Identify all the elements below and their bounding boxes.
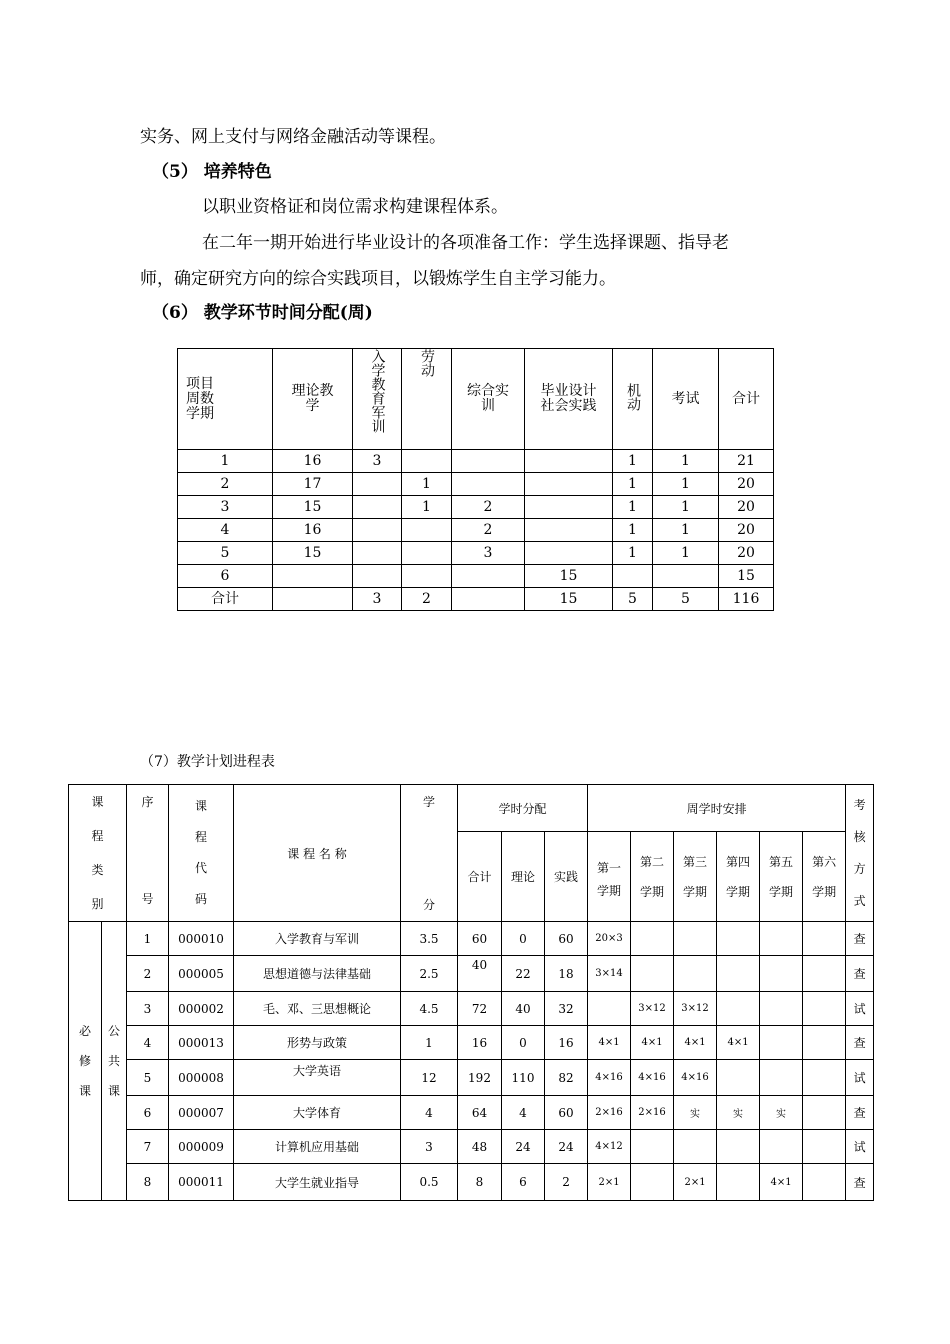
- cell-name: 思想道德与法律基础: [234, 956, 401, 992]
- cell: 3: [353, 450, 402, 473]
- table-row: [69, 1096, 874, 1130]
- cell-credit: 3.5: [401, 922, 458, 956]
- cell-assess: 查: [846, 1026, 874, 1060]
- cell-s6: [803, 992, 846, 1026]
- cell-practice: 32: [545, 992, 588, 1026]
- cell-seq: 4: [127, 1026, 169, 1060]
- cell-credit: 12: [401, 1060, 458, 1096]
- paragraph-graduation-prep-2: 师，确定研究方向的综合实践项目，以锻炼学生自主学习能力。: [140, 269, 616, 289]
- cell-s6: [803, 1130, 846, 1164]
- corner-header: [178, 349, 273, 450]
- table-row: [178, 519, 774, 542]
- teaching-plan-table: [68, 784, 874, 1201]
- group-public: 公共课: [102, 922, 127, 1201]
- cell-practice: 60: [545, 1096, 588, 1130]
- cell-total: 60: [458, 922, 502, 956]
- cell-s1: 20×3: [588, 922, 631, 956]
- cell-credit: 2.5: [401, 956, 458, 992]
- cell-s2: [631, 1130, 674, 1164]
- cell-s2: [631, 922, 674, 956]
- cell-s3: 4×16: [674, 1060, 717, 1096]
- cell-credit: 1: [401, 1026, 458, 1060]
- cell-assess: 试: [846, 1130, 874, 1164]
- cell-code: 000007: [169, 1096, 234, 1130]
- cell: [402, 542, 452, 565]
- cell-s6: [803, 1164, 846, 1201]
- header-hours: 学时分配: [458, 785, 588, 832]
- table-total-row: [178, 588, 774, 611]
- cell-s5: [760, 1130, 803, 1164]
- cell-s1: 2×1: [588, 1164, 631, 1201]
- cell-theory: 40: [502, 992, 545, 1026]
- header-total: 合计: [719, 349, 774, 450]
- cell-theory: 110: [502, 1060, 545, 1096]
- cell-assess: 试: [846, 992, 874, 1026]
- cell: [653, 565, 719, 588]
- cell-credit: 4.5: [401, 992, 458, 1026]
- cell-s4: [717, 1164, 760, 1201]
- table-row: [69, 1164, 874, 1201]
- header-assessment: 考核方式: [846, 785, 874, 922]
- cell-assess: 查: [846, 1164, 874, 1201]
- cell-code: 000005: [169, 956, 234, 992]
- cell-practice: 24: [545, 1130, 588, 1164]
- cell: 15: [719, 565, 774, 588]
- cell-code: 000010: [169, 922, 234, 956]
- cell: 21: [719, 450, 774, 473]
- cell: 3: [353, 588, 402, 611]
- cell-s3: 2×1: [674, 1164, 717, 1201]
- cell-s4: [717, 1060, 760, 1096]
- cell: 1: [613, 496, 653, 519]
- cell: [452, 565, 525, 588]
- paragraph-course-list: 实务、网上支付与网络金融活动等课程。: [140, 127, 446, 147]
- cell-s2: 3×12: [631, 992, 674, 1026]
- cell-assess: 查: [846, 956, 874, 992]
- cell: [525, 450, 613, 473]
- header-hours-theory: 理论: [502, 832, 545, 922]
- cell: 2: [178, 473, 273, 496]
- cell: 17: [273, 473, 353, 496]
- cell-name: 大学生就业指导: [234, 1164, 401, 1201]
- cell: 5: [613, 588, 653, 611]
- cell: [353, 565, 402, 588]
- table-row: [178, 450, 774, 473]
- table-row: [178, 565, 774, 588]
- table-header-row: [178, 349, 774, 450]
- header-entrance: 入学教育军训: [353, 349, 402, 450]
- cell: 15: [273, 542, 353, 565]
- cell-s1: 3×14: [588, 956, 631, 992]
- cell: [353, 519, 402, 542]
- cell-seq: 6: [127, 1096, 169, 1130]
- cell-assess: 查: [846, 1096, 874, 1130]
- cell-seq: 2: [127, 956, 169, 992]
- cell: 6: [178, 565, 273, 588]
- cell: [613, 565, 653, 588]
- cell-s3: [674, 1130, 717, 1164]
- cell: 2: [452, 519, 525, 542]
- header-seq: 序 号: [127, 785, 169, 922]
- cell-code: 000008: [169, 1060, 234, 1096]
- cell: 16: [273, 519, 353, 542]
- cell: 15: [525, 565, 613, 588]
- cell-total: 8: [458, 1164, 502, 1201]
- cell: [525, 473, 613, 496]
- corner-label-semester: 学期: [186, 405, 214, 422]
- table-header-row-1: [69, 785, 874, 832]
- cell: 20: [719, 542, 774, 565]
- cell-s3: 实: [674, 1096, 717, 1130]
- cell-total: 48: [458, 1130, 502, 1164]
- cell-s6: [803, 956, 846, 992]
- cell: 20: [719, 519, 774, 542]
- paragraph-graduation-prep-1: 在二年一期开始进行毕业设计的各项准备工作：学生选择课题、指导老: [202, 233, 729, 253]
- cell-s3: 4×1: [674, 1026, 717, 1060]
- cell-theory: 0: [502, 1026, 545, 1060]
- cell-name: 计算机应用基础: [234, 1130, 401, 1164]
- cell-assess: 试: [846, 1060, 874, 1096]
- header-credit: 学 分: [401, 785, 458, 922]
- header-hours-total: 合计: [458, 832, 502, 922]
- header-graduation: 毕业设计 社会实践: [525, 349, 613, 450]
- cell-code: 000009: [169, 1130, 234, 1164]
- cell-name: 形势与政策: [234, 1026, 401, 1060]
- cell-s6: [803, 1060, 846, 1096]
- cell: 5: [653, 588, 719, 611]
- heading-training-features: （5） 培养特色: [152, 162, 272, 182]
- cell-name: 大学体育: [234, 1096, 401, 1130]
- cell: [402, 565, 452, 588]
- cell: 3: [452, 542, 525, 565]
- header-practice: 综合实训: [452, 349, 525, 450]
- cell-s2: 4×16: [631, 1060, 674, 1096]
- cell: 1: [653, 542, 719, 565]
- cell-s1: 2×16: [588, 1096, 631, 1130]
- cell: 1: [402, 473, 452, 496]
- cell: [525, 496, 613, 519]
- table-row: [69, 922, 874, 956]
- cell: 合计: [178, 588, 273, 611]
- header-theory: 理论教学: [273, 349, 353, 450]
- cell: 1: [613, 542, 653, 565]
- corner-label-weeks: 周数: [186, 390, 214, 407]
- cell-seq: 1: [127, 922, 169, 956]
- cell-assess: 查: [846, 922, 874, 956]
- cell-total: 16: [458, 1026, 502, 1060]
- cell: 116: [719, 588, 774, 611]
- cell: 2: [402, 588, 452, 611]
- cell-theory: 24: [502, 1130, 545, 1164]
- cell-theory: 0: [502, 922, 545, 956]
- cell-code: 000002: [169, 992, 234, 1026]
- cell-credit: 4: [401, 1096, 458, 1130]
- cell: [452, 450, 525, 473]
- cell-s6: [803, 1026, 846, 1060]
- header-code: 课程代码: [169, 785, 234, 922]
- header-sem4: 第四 学期: [717, 832, 760, 922]
- cell-s5: [760, 922, 803, 956]
- cell: 1: [653, 496, 719, 519]
- time-allocation-table: [177, 348, 774, 611]
- cell: [273, 588, 353, 611]
- cell-s1: 4×1: [588, 1026, 631, 1060]
- cell-code: 000013: [169, 1026, 234, 1060]
- cell-practice: 16: [545, 1026, 588, 1060]
- cell: 20: [719, 473, 774, 496]
- cell-s2: 4×1: [631, 1026, 674, 1060]
- cell-theory: 22: [502, 956, 545, 992]
- cell-s4: [717, 1130, 760, 1164]
- table-row: [69, 956, 874, 992]
- cell: 2: [452, 496, 525, 519]
- cell-s5: 实: [760, 1096, 803, 1130]
- header-sem5: 第五 学期: [760, 832, 803, 922]
- cell-s4: [717, 922, 760, 956]
- cell: [452, 588, 525, 611]
- cell-name: 入学教育与军训: [234, 922, 401, 956]
- cell: [525, 542, 613, 565]
- header-exam: 考试: [653, 349, 719, 450]
- cell-s1: 4×16: [588, 1060, 631, 1096]
- cell-credit: 3: [401, 1130, 458, 1164]
- cell-s5: [760, 1026, 803, 1060]
- cell-total: 40: [458, 956, 502, 992]
- cell: [402, 450, 452, 473]
- cell: 1: [178, 450, 273, 473]
- cell-s1: [588, 992, 631, 1026]
- cell: 1: [402, 496, 452, 519]
- table-row: [178, 542, 774, 565]
- header-sem1: 第一 学期: [588, 832, 631, 922]
- cell-total: 72: [458, 992, 502, 1026]
- cell: 1: [653, 519, 719, 542]
- cell-seq: 8: [127, 1164, 169, 1201]
- cell-name: 毛、邓、三思想概论: [234, 992, 401, 1026]
- cell-s5: [760, 992, 803, 1026]
- cell: 16: [273, 450, 353, 473]
- cell-practice: 18: [545, 956, 588, 992]
- cell-s6: [803, 1096, 846, 1130]
- cell-code: 000011: [169, 1164, 234, 1201]
- cell: 1: [653, 473, 719, 496]
- cell-s2: [631, 956, 674, 992]
- cell: [273, 565, 353, 588]
- paragraph-curriculum-system: 以职业资格证和岗位需求构建课程体系。: [202, 197, 508, 217]
- cell: 15: [273, 496, 353, 519]
- table-row: [69, 1130, 874, 1164]
- cell: 5: [178, 542, 273, 565]
- cell: 20: [719, 496, 774, 519]
- header-labor: 劳动: [402, 349, 452, 450]
- cell: [353, 473, 402, 496]
- cell-s2: [631, 1164, 674, 1201]
- table-row: [69, 1026, 874, 1060]
- header-sem3: 第三 学期: [674, 832, 717, 922]
- cell: 1: [653, 450, 719, 473]
- cell-s4: [717, 956, 760, 992]
- cell: [353, 542, 402, 565]
- cell-s5: 4×1: [760, 1164, 803, 1201]
- cell: [452, 473, 525, 496]
- table-row: [178, 473, 774, 496]
- cell: 3: [178, 496, 273, 519]
- header-weekly: 周学时安排: [588, 785, 846, 832]
- group-required: 必修课: [69, 922, 102, 1201]
- cell-practice: 2: [545, 1164, 588, 1201]
- cell-total: 192: [458, 1060, 502, 1096]
- cell: [353, 496, 402, 519]
- cell-theory: 6: [502, 1164, 545, 1201]
- corner-label-item: 项目: [186, 375, 214, 392]
- header-category: 课程类别: [69, 785, 127, 922]
- header-hours-practice: 实践: [545, 832, 588, 922]
- cell: 1: [613, 473, 653, 496]
- header-flex: 机动: [613, 349, 653, 450]
- cell-s5: [760, 956, 803, 992]
- cell-name: 大学英语: [234, 1060, 401, 1096]
- cell-s3: [674, 956, 717, 992]
- cell-s3: [674, 922, 717, 956]
- cell-seq: 5: [127, 1060, 169, 1096]
- cell-s4: 实: [717, 1096, 760, 1130]
- cell: [402, 519, 452, 542]
- cell-practice: 60: [545, 922, 588, 956]
- heading-teaching-plan: （7）教学计划进程表: [140, 754, 275, 770]
- cell-s5: [760, 1060, 803, 1096]
- header-name: 课 程 名 称: [234, 785, 401, 922]
- cell: 1: [613, 450, 653, 473]
- cell-practice: 82: [545, 1060, 588, 1096]
- heading-time-allocation: （6） 教学环节时间分配(周): [152, 303, 373, 323]
- cell-seq: 3: [127, 992, 169, 1026]
- cell-s2: 2×16: [631, 1096, 674, 1130]
- cell: 15: [525, 588, 613, 611]
- cell-seq: 7: [127, 1130, 169, 1164]
- cell-s1: 4×12: [588, 1130, 631, 1164]
- table-row: [178, 496, 774, 519]
- header-sem6: 第六 学期: [803, 832, 846, 922]
- cell-s3: 3×12: [674, 992, 717, 1026]
- cell-credit: 0.5: [401, 1164, 458, 1201]
- cell-s4: [717, 992, 760, 1026]
- table-row: [69, 992, 874, 1026]
- header-sem2: 第二 学期: [631, 832, 674, 922]
- cell-s4: 4×1: [717, 1026, 760, 1060]
- cell: [525, 519, 613, 542]
- cell-theory: 4: [502, 1096, 545, 1130]
- cell: 4: [178, 519, 273, 542]
- cell: 1: [613, 519, 653, 542]
- table-row: [69, 1060, 874, 1096]
- cell-total: 64: [458, 1096, 502, 1130]
- cell-s6: [803, 922, 846, 956]
